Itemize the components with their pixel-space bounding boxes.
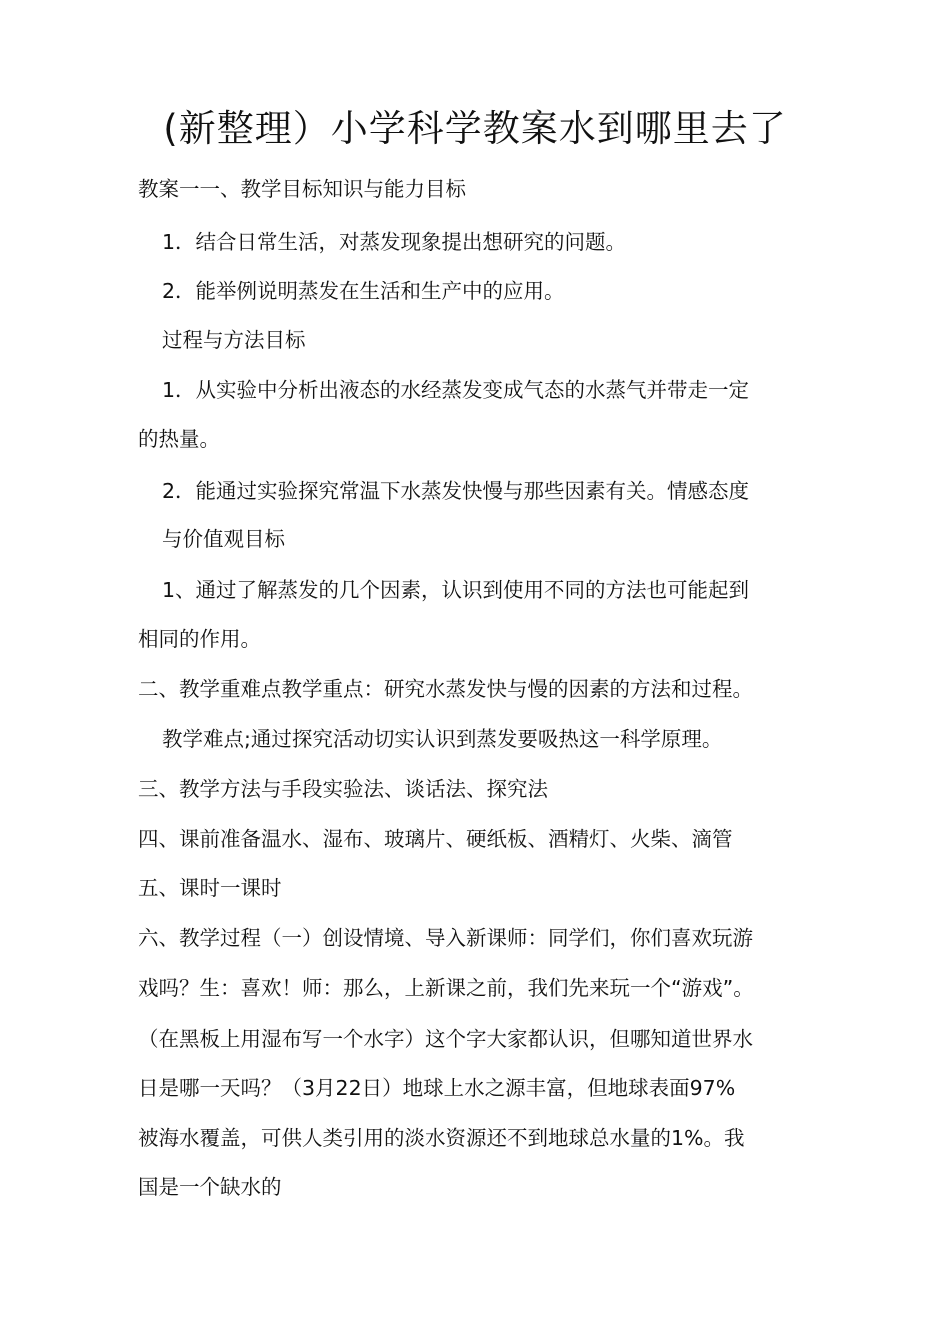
paragraph-line: 六、教学过程（一）创设情境、导入新课师：同学们，你们喜欢玩游 xyxy=(138,926,753,950)
paragraph-line: 二、教学重难点教学重点：研究水蒸发快与慢的因素的方法和过程。 xyxy=(138,677,753,701)
paragraph-line: 四、课前准备温水、湿布、玻璃片、硬纸板、酒精灯、火柴、滴管 xyxy=(138,827,733,851)
paragraph-line: 戏吗？生：喜欢！师：那么，上新课之前，我们先来玩一个“游戏”。 xyxy=(138,976,754,1000)
paragraph-line: 国是一个缺水的 xyxy=(138,1175,282,1199)
paragraph-line: 被海水覆盖，可供人类引用的淡水资源还不到地球总水量的1%。我 xyxy=(138,1126,745,1150)
paragraph-line: 五、课时一课时 xyxy=(138,876,282,900)
paragraph-line: 教案一一、教学目标知识与能力目标 xyxy=(138,177,466,201)
paragraph-line: 1、通过了解蒸发的几个因素，认识到使用不同的方法也可能起到 xyxy=(162,578,750,602)
paragraph-line: 教学难点;通过探究活动切实认识到蒸发要吸热这一科学原理。 xyxy=(162,727,723,751)
paragraph-line: 日是哪一天吗？（3月22日）地球上水之源丰富，但地球表面97% xyxy=(138,1076,736,1100)
paragraph-line: 2．能通过实验探究常温下水蒸发快慢与那些因素有关。情感态度 xyxy=(162,479,750,503)
paragraph-line: 与价值观目标 xyxy=(162,527,285,551)
paragraph-line: 过程与方法目标 xyxy=(162,328,306,352)
paragraph-line: （在黑板上用湿布写一个水字）这个字大家都认识，但哪知道世界水 xyxy=(138,1027,753,1051)
paragraph-line: 2．能举例说明蒸发在生活和生产中的应用。 xyxy=(162,279,565,303)
document-title: (新整理）小学科学教案水到哪里去了 xyxy=(163,107,787,150)
paragraph-line: 三、教学方法与手段实验法、谈话法、探究法 xyxy=(138,777,548,801)
paragraph-line: 相同的作用。 xyxy=(138,627,261,651)
paragraph-line: 的热量。 xyxy=(138,427,220,451)
paragraph-line: 1．从实验中分析出液态的水经蒸发变成气态的水蒸气并带走一定 xyxy=(162,378,750,402)
paragraph-line: 1．结合日常生活，对蒸发现象提出想研究的问题。 xyxy=(162,230,627,254)
